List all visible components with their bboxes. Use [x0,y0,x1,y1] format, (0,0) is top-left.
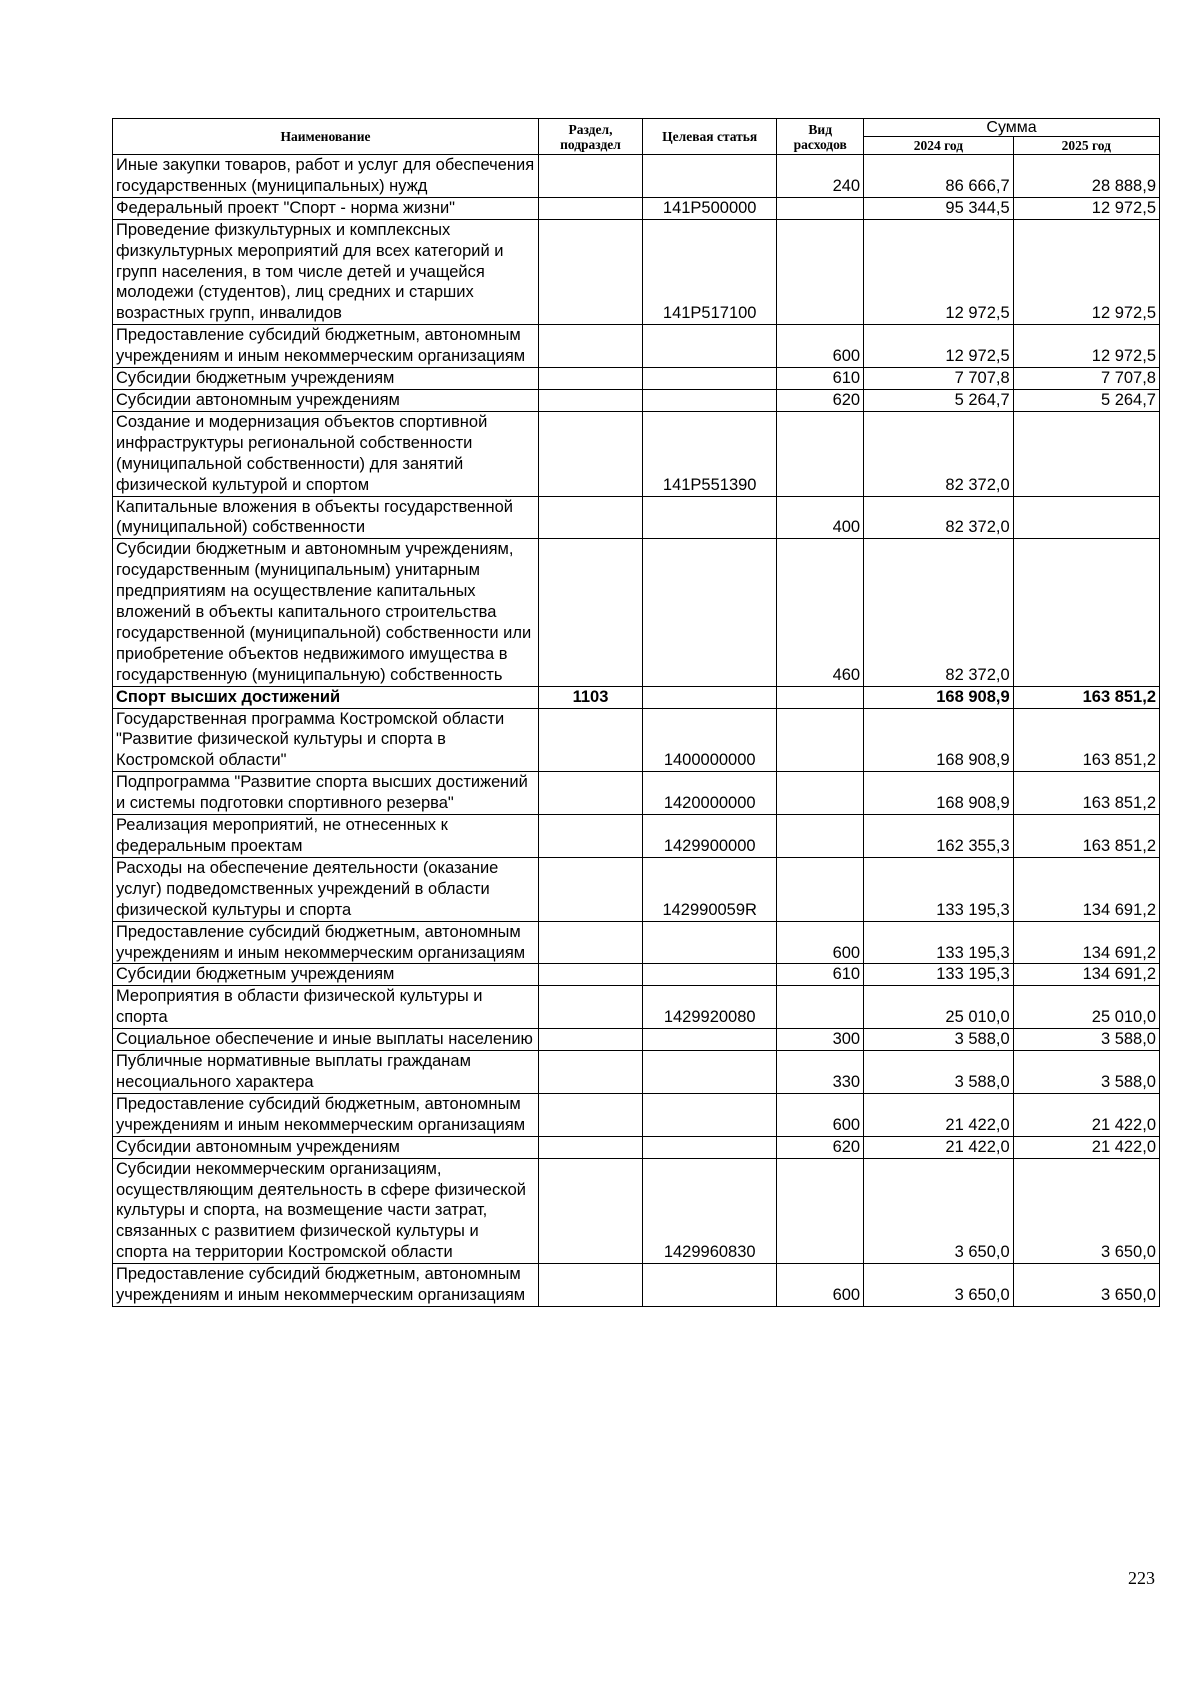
header-name: Наименование [113,119,539,155]
table-row [113,1051,1160,1094]
row-sum-2024: 3 650,0 [864,1264,1014,1307]
budget-sheet [112,118,1160,1307]
row-kind [777,708,864,772]
row-section [538,708,642,772]
row-sum-2024: 133 195,3 [864,964,1014,986]
row-sum-2025 [1013,496,1159,539]
table-row [113,389,1160,411]
row-name: Предоставление субсидий бюджетным, автономным учреждениям и иным некоммерческим организациям [113,325,539,368]
row-section [538,1158,642,1264]
row-name: Предоставление субсидий бюджетным, автономным учреждениям и иным некоммерческим организациям [113,921,539,964]
row-name: Реализация мероприятий, не отнесенных к федеральным проектам [113,815,539,858]
row-kind [777,772,864,815]
row-sum-2025: 7 707,8 [1013,368,1159,390]
row-article [643,155,777,198]
row-section [538,1051,642,1094]
row-section [538,1093,642,1136]
row-sum-2025: 21 422,0 [1013,1136,1159,1158]
header-year-2024: 2024 год [864,137,1014,155]
row-kind: 600 [777,325,864,368]
row-sum-2025: 134 691,2 [1013,964,1159,986]
header-row [113,119,1160,137]
row-sum-2025: 28 888,9 [1013,155,1159,198]
row-sum-2024: 168 908,9 [864,772,1014,815]
row-kind: 620 [777,1136,864,1158]
row-section [538,1264,642,1307]
header-year-2025: 2025 год [1013,137,1159,155]
table-row [113,857,1160,921]
row-sum-2025: 5 264,7 [1013,389,1159,411]
table-row [113,197,1160,219]
table-row [113,1093,1160,1136]
row-article [643,325,777,368]
table-row [113,411,1160,496]
row-sum-2024: 82 372,0 [864,411,1014,496]
row-kind [777,219,864,325]
row-section [538,539,642,686]
row-sum-2025: 12 972,5 [1013,325,1159,368]
row-sum-2025: 134 691,2 [1013,921,1159,964]
row-article [643,964,777,986]
table-row [113,219,1160,325]
row-name: Государственная программа Костромской области "Развитие физической культуры и спорта в Костромской области" [113,708,539,772]
row-name: Капитальные вложения в объекты государственной (муниципальной) собственности [113,496,539,539]
row-sum-2024: 3 588,0 [864,1051,1014,1094]
row-name: Субсидии бюджетным и автономным учреждениям, государственным (муниципальным) унитарным предприятиям на осуществление капитальных вложений в объекты капитального строительства государственной (муниципальной) собственности или приобретение объектов недвижимого имущества в государственную (муниципальную) собственность [113,539,539,686]
row-article [643,368,777,390]
row-sum-2024: 82 372,0 [864,496,1014,539]
row-sum-2024: 168 908,9 [864,708,1014,772]
table-row [113,539,1160,686]
row-name: Публичные нормативные выплаты гражданам несоциального характера [113,1051,539,1094]
row-section [538,219,642,325]
row-sum-2024: 12 972,5 [864,219,1014,325]
row-kind: 620 [777,389,864,411]
row-sum-2025: 12 972,5 [1013,197,1159,219]
row-name: Субсидии автономным учреждениям [113,1136,539,1158]
row-name: Мероприятия в области физической культуры и спорта [113,986,539,1029]
row-section: 1103 [538,686,642,708]
row-section [538,964,642,986]
table-row [113,1264,1160,1307]
row-name: Субсидии бюджетным учреждениям [113,368,539,390]
table-row [113,325,1160,368]
row-kind: 400 [777,496,864,539]
table-row [113,1029,1160,1051]
row-article [643,1093,777,1136]
row-kind [777,411,864,496]
row-sum-2025: 163 851,2 [1013,708,1159,772]
row-sum-2024: 5 264,7 [864,389,1014,411]
row-section [538,155,642,198]
row-sum-2025: 12 972,5 [1013,219,1159,325]
row-sum-2024: 7 707,8 [864,368,1014,390]
row-article [643,539,777,686]
row-sum-2025: 21 422,0 [1013,1093,1159,1136]
row-section [538,815,642,858]
row-name: Спорт высших достижений [113,686,539,708]
header-kind: Вид расходов [777,119,864,155]
row-section [538,1136,642,1158]
row-name: Социальное обеспечение и иные выплаты населению [113,1029,539,1051]
table-row [113,964,1160,986]
row-sum-2024: 95 344,5 [864,197,1014,219]
row-kind: 330 [777,1051,864,1094]
row-sum-2024: 3 588,0 [864,1029,1014,1051]
row-sum-2025: 3 588,0 [1013,1051,1159,1094]
row-name: Иные закупки товаров, работ и услуг для обеспечения государственных (муниципальных) нужд [113,155,539,198]
row-section [538,411,642,496]
row-kind [777,857,864,921]
row-kind [777,197,864,219]
row-sum-2025: 3 588,0 [1013,1029,1159,1051]
row-article: 142990059R [643,857,777,921]
row-sum-2024: 12 972,5 [864,325,1014,368]
row-sum-2024: 162 355,3 [864,815,1014,858]
row-article: 1400000000 [643,708,777,772]
row-section [538,389,642,411]
row-article: 141P551390 [643,411,777,496]
row-name: Субсидии некоммерческим организациям, осуществляющим деятельность в сфере физической культуры и спорта, на возмещение части затрат, связанных с развитием физической культуры и спорта на территории Костромской области [113,1158,539,1264]
row-sum-2024: 133 195,3 [864,921,1014,964]
row-kind [777,686,864,708]
table-row [113,708,1160,772]
row-name: Предоставление субсидий бюджетным, автономным учреждениям и иным некоммерческим организациям [113,1093,539,1136]
row-section [538,368,642,390]
table-row [113,496,1160,539]
row-kind: 600 [777,1264,864,1307]
row-kind: 600 [777,1093,864,1136]
row-sum-2024: 21 422,0 [864,1093,1014,1136]
row-section [538,1029,642,1051]
header-section: Раздел, подраздел [538,119,642,155]
row-kind: 610 [777,368,864,390]
table-row [113,686,1160,708]
row-name: Субсидии автономным учреждениям [113,389,539,411]
table-body [113,155,1160,1307]
row-article [643,1264,777,1307]
row-kind: 460 [777,539,864,686]
row-sum-2024: 21 422,0 [864,1136,1014,1158]
row-section [538,857,642,921]
row-kind [777,815,864,858]
row-section [538,325,642,368]
table-row [113,1136,1160,1158]
row-sum-2025 [1013,411,1159,496]
row-article: 1429920080 [643,986,777,1029]
row-kind [777,1158,864,1264]
row-sum-2024: 168 908,9 [864,686,1014,708]
row-article: 1429960830 [643,1158,777,1264]
row-article [643,921,777,964]
row-article [643,496,777,539]
row-sum-2024: 133 195,3 [864,857,1014,921]
row-sum-2024: 82 372,0 [864,539,1014,686]
table-row [113,368,1160,390]
row-section [538,772,642,815]
row-article [643,389,777,411]
table-row [113,921,1160,964]
row-article [643,1029,777,1051]
row-section [538,921,642,964]
budget-table [112,118,1160,1307]
row-name: Проведение физкультурных и комплексных физкультурных мероприятий для всех категорий и групп населения, в том числе детей и учащейся молодежи (студентов), лиц средних и старших возрастных групп, инвалидов [113,219,539,325]
row-kind: 610 [777,964,864,986]
row-sum-2025: 134 691,2 [1013,857,1159,921]
row-sum-2025: 163 851,2 [1013,815,1159,858]
row-sum-2025: 163 851,2 [1013,772,1159,815]
row-name: Предоставление субсидий бюджетным, автономным учреждениям и иным некоммерческим организациям [113,1264,539,1307]
row-sum-2024: 3 650,0 [864,1158,1014,1264]
header-sum: Сумма [864,119,1160,137]
row-kind [777,986,864,1029]
row-name: Подпрограмма "Развитие спорта высших достижений и системы подготовки спортивного резерва" [113,772,539,815]
row-sum-2024: 86 666,7 [864,155,1014,198]
row-article: 141P517100 [643,219,777,325]
row-sum-2025: 3 650,0 [1013,1158,1159,1264]
table-row [113,1158,1160,1264]
row-section [538,986,642,1029]
row-article [643,1136,777,1158]
row-article: 141P500000 [643,197,777,219]
row-article: 1420000000 [643,772,777,815]
row-section [538,197,642,219]
row-sum-2025: 3 650,0 [1013,1264,1159,1307]
row-section [538,496,642,539]
table-row [113,815,1160,858]
row-sum-2024: 25 010,0 [864,986,1014,1029]
table-row [113,986,1160,1029]
row-name: Создание и модернизация объектов спортивной инфраструктуры региональной собственности (муниципальной собственности) для занятий физической культурой и спортом [113,411,539,496]
row-sum-2025 [1013,539,1159,686]
row-kind: 600 [777,921,864,964]
row-sum-2025: 25 010,0 [1013,986,1159,1029]
row-name: Субсидии бюджетным учреждениям [113,964,539,986]
row-kind: 240 [777,155,864,198]
row-article [643,1051,777,1094]
table-row [113,772,1160,815]
row-name: Расходы на обеспечение деятельности (оказание услуг) подведомственных учреждений в области физической культуры и спорта [113,857,539,921]
row-kind: 300 [777,1029,864,1051]
row-article [643,686,777,708]
header-article: Целевая статья [643,119,777,155]
row-name: Федеральный проект "Спорт - норма жизни" [113,197,539,219]
row-sum-2025: 163 851,2 [1013,686,1159,708]
table-row [113,155,1160,198]
row-article: 1429900000 [643,815,777,858]
page-number: 223 [1128,1568,1155,1588]
